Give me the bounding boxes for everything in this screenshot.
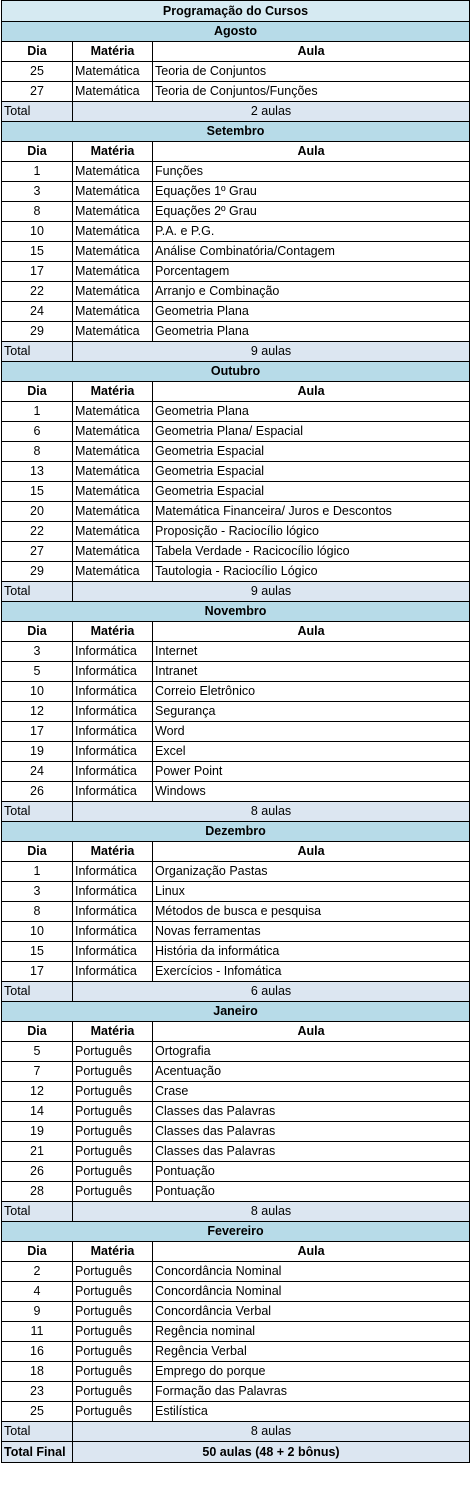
cell-materia: Português bbox=[73, 1042, 153, 1062]
cell-aula: Segurança bbox=[153, 702, 470, 722]
cell-aula: História da informática bbox=[153, 942, 470, 962]
month-name: Dezembro bbox=[2, 822, 470, 842]
cell-dia: 6 bbox=[2, 422, 73, 442]
cell-dia: 1 bbox=[2, 402, 73, 422]
table-row bbox=[2, 522, 470, 542]
month-total-row bbox=[2, 342, 470, 362]
cell-materia: Português bbox=[73, 1082, 153, 1102]
table-row bbox=[2, 1102, 470, 1122]
cell-aula: Matemática Financeira/ Juros e Descontos bbox=[153, 502, 470, 522]
cell-aula: Excel bbox=[153, 742, 470, 762]
cell-materia: Informática bbox=[73, 922, 153, 942]
month-header-row bbox=[2, 602, 470, 622]
cell-dia: 15 bbox=[2, 482, 73, 502]
column-header-materia: Matéria bbox=[73, 382, 153, 402]
cell-aula: Regência Verbal bbox=[153, 1342, 470, 1362]
cell-materia: Português bbox=[73, 1262, 153, 1282]
total-value: 8 aulas bbox=[73, 802, 470, 822]
column-header-materia: Matéria bbox=[73, 1022, 153, 1042]
table-row bbox=[2, 1162, 470, 1182]
cell-dia: 24 bbox=[2, 302, 73, 322]
cell-aula: Métodos de busca e pesquisa bbox=[153, 902, 470, 922]
cell-aula: Internet bbox=[153, 642, 470, 662]
column-header-row bbox=[2, 842, 470, 862]
month-total-row bbox=[2, 102, 470, 122]
column-header-row bbox=[2, 1022, 470, 1042]
column-header-dia: Dia bbox=[2, 1242, 73, 1262]
cell-materia: Matemática bbox=[73, 222, 153, 242]
cell-materia: Matemática bbox=[73, 302, 153, 322]
column-header-row bbox=[2, 622, 470, 642]
month-name: Outubro bbox=[2, 362, 470, 382]
cell-materia: Informática bbox=[73, 722, 153, 742]
cell-dia: 8 bbox=[2, 902, 73, 922]
month-header-row bbox=[2, 122, 470, 142]
cell-dia: 15 bbox=[2, 942, 73, 962]
month-header-row bbox=[2, 822, 470, 842]
table-row bbox=[2, 82, 470, 102]
cell-dia: 12 bbox=[2, 702, 73, 722]
cell-aula: Concordância Nominal bbox=[153, 1262, 470, 1282]
table-row bbox=[2, 542, 470, 562]
cell-dia: 5 bbox=[2, 662, 73, 682]
table-row bbox=[2, 322, 470, 342]
cell-materia: Matemática bbox=[73, 562, 153, 582]
cell-dia: 3 bbox=[2, 642, 73, 662]
table-row bbox=[2, 1322, 470, 1342]
column-header-materia: Matéria bbox=[73, 622, 153, 642]
column-header-materia: Matéria bbox=[73, 842, 153, 862]
month-total-row bbox=[2, 1422, 470, 1442]
cell-materia: Informática bbox=[73, 762, 153, 782]
table-row bbox=[2, 242, 470, 262]
column-header-aula: Aula bbox=[153, 842, 470, 862]
cell-aula: Exercícios - Infomática bbox=[153, 962, 470, 982]
column-header-aula: Aula bbox=[153, 622, 470, 642]
total-value: 8 aulas bbox=[73, 1202, 470, 1222]
column-header-dia: Dia bbox=[2, 42, 73, 62]
cell-aula: Emprego do porque bbox=[153, 1362, 470, 1382]
cell-materia: Informática bbox=[73, 962, 153, 982]
cell-dia: 13 bbox=[2, 462, 73, 482]
cell-dia: 26 bbox=[2, 1162, 73, 1182]
table-row bbox=[2, 962, 470, 982]
cell-dia: 10 bbox=[2, 922, 73, 942]
table-row bbox=[2, 642, 470, 662]
column-header-materia: Matéria bbox=[73, 142, 153, 162]
table-row bbox=[2, 422, 470, 442]
cell-aula: Teoria de Conjuntos bbox=[153, 62, 470, 82]
cell-dia: 11 bbox=[2, 1322, 73, 1342]
column-header-dia: Dia bbox=[2, 142, 73, 162]
cell-aula: Teoria de Conjuntos/Funções bbox=[153, 82, 470, 102]
cell-aula: Classes das Palavras bbox=[153, 1142, 470, 1162]
column-header-row bbox=[2, 142, 470, 162]
cell-aula: Pontuação bbox=[153, 1182, 470, 1202]
column-header-aula: Aula bbox=[153, 1242, 470, 1262]
table-row bbox=[2, 1142, 470, 1162]
cell-dia: 29 bbox=[2, 562, 73, 582]
cell-aula: Equações 1º Grau bbox=[153, 182, 470, 202]
total-value: 9 aulas bbox=[73, 582, 470, 602]
month-total-row bbox=[2, 582, 470, 602]
cell-aula: Geometria Plana bbox=[153, 322, 470, 342]
cell-materia: Português bbox=[73, 1062, 153, 1082]
cell-dia: 3 bbox=[2, 882, 73, 902]
table-row bbox=[2, 1062, 470, 1082]
cell-dia: 14 bbox=[2, 1102, 73, 1122]
column-header-row bbox=[2, 382, 470, 402]
column-header-row bbox=[2, 1242, 470, 1262]
cell-materia: Matemática bbox=[73, 462, 153, 482]
cell-materia: Informática bbox=[73, 882, 153, 902]
cell-dia: 25 bbox=[2, 1402, 73, 1422]
cell-dia: 23 bbox=[2, 1382, 73, 1402]
total-label: Total bbox=[2, 802, 73, 822]
cell-aula: Ortografia bbox=[153, 1042, 470, 1062]
total-label: Total bbox=[2, 582, 73, 602]
cell-dia: 12 bbox=[2, 1082, 73, 1102]
cell-aula: Porcentagem bbox=[153, 262, 470, 282]
cell-materia: Português bbox=[73, 1102, 153, 1122]
table-row bbox=[2, 1402, 470, 1422]
table-row bbox=[2, 1082, 470, 1102]
cell-dia: 26 bbox=[2, 782, 73, 802]
cell-materia: Português bbox=[73, 1182, 153, 1202]
cell-materia: Português bbox=[73, 1142, 153, 1162]
cell-aula: Correio Eletrônico bbox=[153, 682, 470, 702]
cell-materia: Matemática bbox=[73, 162, 153, 182]
cell-aula: Linux bbox=[153, 882, 470, 902]
table-row bbox=[2, 1262, 470, 1282]
month-name: Novembro bbox=[2, 602, 470, 622]
cell-dia: 29 bbox=[2, 322, 73, 342]
cell-aula: Word bbox=[153, 722, 470, 742]
schedule-title: Programação do Cursos bbox=[2, 1, 470, 22]
cell-aula: Classes das Palavras bbox=[153, 1122, 470, 1142]
cell-materia: Matemática bbox=[73, 522, 153, 542]
table-row bbox=[2, 1122, 470, 1142]
column-header-materia: Matéria bbox=[73, 42, 153, 62]
schedule-table bbox=[1, 0, 470, 1463]
title-row bbox=[2, 1, 470, 22]
column-header-dia: Dia bbox=[2, 1022, 73, 1042]
cell-materia: Português bbox=[73, 1342, 153, 1362]
cell-aula: Tabela Verdade - Racicocílio lógico bbox=[153, 542, 470, 562]
cell-aula: Proposição - Raciocílio lógico bbox=[153, 522, 470, 542]
cell-aula: Equações 2º Grau bbox=[153, 202, 470, 222]
cell-aula: P.A. e P.G. bbox=[153, 222, 470, 242]
table-row bbox=[2, 1282, 470, 1302]
table-row bbox=[2, 1342, 470, 1362]
cell-dia: 28 bbox=[2, 1182, 73, 1202]
month-name: Agosto bbox=[2, 22, 470, 42]
cell-materia: Português bbox=[73, 1402, 153, 1422]
cell-dia: 7 bbox=[2, 1062, 73, 1082]
cell-dia: 9 bbox=[2, 1302, 73, 1322]
cell-aula: Power Point bbox=[153, 762, 470, 782]
table-row bbox=[2, 462, 470, 482]
table-row bbox=[2, 1182, 470, 1202]
cell-dia: 8 bbox=[2, 442, 73, 462]
cell-dia: 22 bbox=[2, 282, 73, 302]
total-value: 9 aulas bbox=[73, 342, 470, 362]
table-row bbox=[2, 682, 470, 702]
month-header-row bbox=[2, 22, 470, 42]
cell-aula: Regência nominal bbox=[153, 1322, 470, 1342]
cell-materia: Português bbox=[73, 1162, 153, 1182]
table-row bbox=[2, 1362, 470, 1382]
column-header-aula: Aula bbox=[153, 1022, 470, 1042]
table-row bbox=[2, 922, 470, 942]
cell-dia: 10 bbox=[2, 222, 73, 242]
table-row bbox=[2, 742, 470, 762]
table-row bbox=[2, 222, 470, 242]
cell-dia: 1 bbox=[2, 162, 73, 182]
column-header-aula: Aula bbox=[153, 142, 470, 162]
table-row bbox=[2, 402, 470, 422]
cell-materia: Matemática bbox=[73, 322, 153, 342]
cell-dia: 1 bbox=[2, 862, 73, 882]
cell-dia: 21 bbox=[2, 1142, 73, 1162]
column-header-dia: Dia bbox=[2, 622, 73, 642]
cell-materia: Informática bbox=[73, 862, 153, 882]
month-total-row bbox=[2, 1202, 470, 1222]
cell-dia: 24 bbox=[2, 762, 73, 782]
cell-materia: Matemática bbox=[73, 502, 153, 522]
total-value: 2 aulas bbox=[73, 102, 470, 122]
cell-dia: 27 bbox=[2, 542, 73, 562]
cell-dia: 19 bbox=[2, 742, 73, 762]
month-header-row bbox=[2, 1222, 470, 1242]
cell-dia: 19 bbox=[2, 1122, 73, 1142]
cell-dia: 8 bbox=[2, 202, 73, 222]
cell-materia: Informática bbox=[73, 702, 153, 722]
cell-materia: Matemática bbox=[73, 422, 153, 442]
table-row bbox=[2, 862, 470, 882]
total-label: Total bbox=[2, 102, 73, 122]
cell-materia: Matemática bbox=[73, 82, 153, 102]
cell-aula: Pontuação bbox=[153, 1162, 470, 1182]
total-label: Total bbox=[2, 1422, 73, 1442]
cell-materia: Português bbox=[73, 1322, 153, 1342]
cell-materia: Matemática bbox=[73, 62, 153, 82]
schedule-body bbox=[2, 1, 470, 1463]
cell-materia: Informática bbox=[73, 782, 153, 802]
table-row bbox=[2, 502, 470, 522]
month-total-row bbox=[2, 802, 470, 822]
cell-materia: Matemática bbox=[73, 242, 153, 262]
cell-dia: 25 bbox=[2, 62, 73, 82]
cell-aula: Concordância Nominal bbox=[153, 1282, 470, 1302]
table-row bbox=[2, 62, 470, 82]
cell-materia: Informática bbox=[73, 742, 153, 762]
cell-dia: 5 bbox=[2, 1042, 73, 1062]
table-row bbox=[2, 302, 470, 322]
table-row bbox=[2, 442, 470, 462]
table-row bbox=[2, 482, 470, 502]
total-label: Total bbox=[2, 1202, 73, 1222]
table-row bbox=[2, 882, 470, 902]
total-value: 6 aulas bbox=[73, 982, 470, 1002]
month-name: Setembro bbox=[2, 122, 470, 142]
column-header-row bbox=[2, 42, 470, 62]
cell-aula: Geometria Plana bbox=[153, 302, 470, 322]
column-header-aula: Aula bbox=[153, 382, 470, 402]
cell-dia: 15 bbox=[2, 242, 73, 262]
cell-aula: Tautologia - Raciocílio Lógico bbox=[153, 562, 470, 582]
cell-dia: 27 bbox=[2, 82, 73, 102]
cell-dia: 4 bbox=[2, 1282, 73, 1302]
cell-aula: Intranet bbox=[153, 662, 470, 682]
cell-aula: Acentuação bbox=[153, 1062, 470, 1082]
table-row bbox=[2, 902, 470, 922]
table-row bbox=[2, 1042, 470, 1062]
cell-materia: Informática bbox=[73, 662, 153, 682]
table-row bbox=[2, 162, 470, 182]
table-row bbox=[2, 202, 470, 222]
cell-aula: Classes das Palavras bbox=[153, 1102, 470, 1122]
month-header-row bbox=[2, 1002, 470, 1022]
cell-dia: 17 bbox=[2, 722, 73, 742]
cell-aula: Geometria Espacial bbox=[153, 442, 470, 462]
cell-materia: Informática bbox=[73, 682, 153, 702]
cell-aula: Estilística bbox=[153, 1402, 470, 1422]
cell-materia: Matemática bbox=[73, 482, 153, 502]
cell-dia: 16 bbox=[2, 1342, 73, 1362]
cell-materia: Matemática bbox=[73, 542, 153, 562]
cell-materia: Matemática bbox=[73, 202, 153, 222]
cell-aula: Geometria Espacial bbox=[153, 462, 470, 482]
cell-aula: Organização Pastas bbox=[153, 862, 470, 882]
cell-materia: Matemática bbox=[73, 182, 153, 202]
cell-aula: Concordância Verbal bbox=[153, 1302, 470, 1322]
column-header-aula: Aula bbox=[153, 42, 470, 62]
table-row bbox=[2, 762, 470, 782]
cell-aula: Geometria Plana/ Espacial bbox=[153, 422, 470, 442]
table-row bbox=[2, 722, 470, 742]
table-row bbox=[2, 262, 470, 282]
cell-aula: Novas ferramentas bbox=[153, 922, 470, 942]
cell-dia: 3 bbox=[2, 182, 73, 202]
cell-dia: 2 bbox=[2, 1262, 73, 1282]
cell-dia: 10 bbox=[2, 682, 73, 702]
total-label: Total bbox=[2, 342, 73, 362]
cell-dia: 17 bbox=[2, 962, 73, 982]
table-row bbox=[2, 942, 470, 962]
cell-aula: Crase bbox=[153, 1082, 470, 1102]
month-total-row bbox=[2, 982, 470, 1002]
cell-dia: 22 bbox=[2, 522, 73, 542]
cell-aula: Análise Combinatória/Contagem bbox=[153, 242, 470, 262]
cell-materia: Informática bbox=[73, 642, 153, 662]
final-total-label: Total Final bbox=[2, 1442, 73, 1463]
table-row bbox=[2, 1382, 470, 1402]
table-row bbox=[2, 182, 470, 202]
table-row bbox=[2, 662, 470, 682]
cell-aula: Geometria Plana bbox=[153, 402, 470, 422]
cell-materia: Matemática bbox=[73, 262, 153, 282]
final-total-value: 50 aulas (48 + 2 bônus) bbox=[73, 1442, 470, 1463]
final-total-row bbox=[2, 1442, 470, 1463]
cell-materia: Informática bbox=[73, 902, 153, 922]
total-value: 8 aulas bbox=[73, 1422, 470, 1442]
cell-materia: Português bbox=[73, 1382, 153, 1402]
month-name: Janeiro bbox=[2, 1002, 470, 1022]
cell-materia: Matemática bbox=[73, 402, 153, 422]
cell-aula: Windows bbox=[153, 782, 470, 802]
table-row bbox=[2, 282, 470, 302]
month-name: Fevereiro bbox=[2, 1222, 470, 1242]
cell-aula: Geometria Espacial bbox=[153, 482, 470, 502]
column-header-materia: Matéria bbox=[73, 1242, 153, 1262]
cell-aula: Funções bbox=[153, 162, 470, 182]
cell-dia: 18 bbox=[2, 1362, 73, 1382]
cell-materia: Matemática bbox=[73, 442, 153, 462]
cell-dia: 17 bbox=[2, 262, 73, 282]
total-label: Total bbox=[2, 982, 73, 1002]
cell-materia: Informática bbox=[73, 942, 153, 962]
cell-dia: 20 bbox=[2, 502, 73, 522]
table-row bbox=[2, 562, 470, 582]
cell-aula: Formação das Palavras bbox=[153, 1382, 470, 1402]
table-row bbox=[2, 782, 470, 802]
column-header-dia: Dia bbox=[2, 382, 73, 402]
column-header-dia: Dia bbox=[2, 842, 73, 862]
month-header-row bbox=[2, 362, 470, 382]
table-row bbox=[2, 1302, 470, 1322]
cell-materia: Matemática bbox=[73, 282, 153, 302]
cell-materia: Português bbox=[73, 1282, 153, 1302]
cell-materia: Português bbox=[73, 1362, 153, 1382]
cell-aula: Arranjo e Combinação bbox=[153, 282, 470, 302]
cell-materia: Português bbox=[73, 1302, 153, 1322]
cell-materia: Português bbox=[73, 1122, 153, 1142]
table-row bbox=[2, 702, 470, 722]
